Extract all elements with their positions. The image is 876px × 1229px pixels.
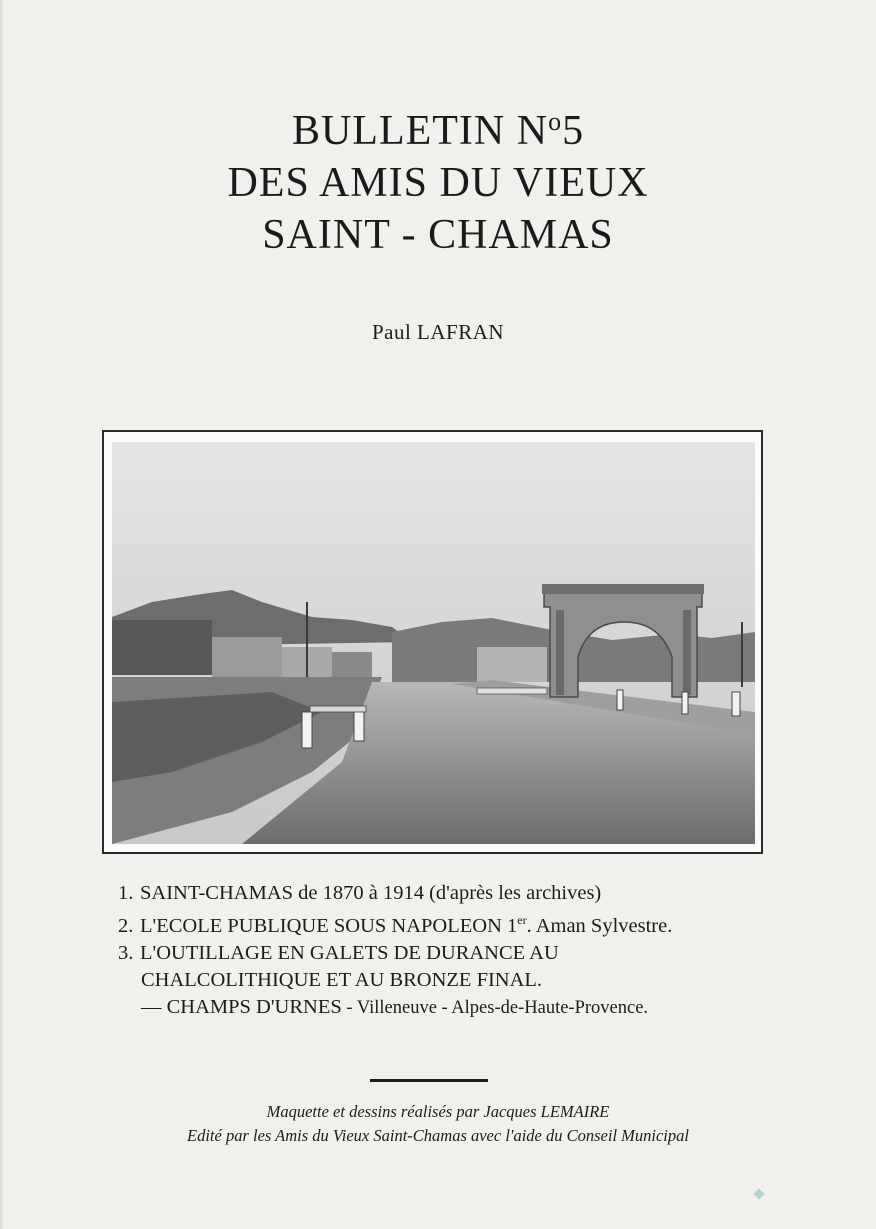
author-name: Paul LAFRAN xyxy=(371,320,505,344)
title-bulletin-text: BULLETIN N xyxy=(291,108,549,154)
paper-speck xyxy=(753,1188,764,1199)
credits-line-1: Maquette et dessins réalisés par Jacques LEMAIRE xyxy=(266,1102,610,1121)
item-3-title-line-2: CHALCOLITHIQUE ET AU BRONZE FINAL. xyxy=(141,969,543,991)
cover-photo-flavian-bridge xyxy=(112,442,755,844)
item-2-superscript: er xyxy=(517,913,527,927)
credits-line-2: Edité par les Amis du Vieux Saint-Chamas avec l'aide du Conseil Municipal xyxy=(187,1126,689,1145)
item-number: 3. xyxy=(118,942,134,964)
item-3-location: - Villeneuve - Alpes-de-Haute-Provence. xyxy=(341,998,649,1018)
cover-photo-frame xyxy=(102,430,763,854)
item-number: 2. xyxy=(118,915,134,937)
contents-item-1 xyxy=(118,880,778,907)
credits xyxy=(0,1100,876,1148)
item-2-author: . Aman Sylvestre. xyxy=(526,915,673,937)
contents-item-3 xyxy=(118,940,778,967)
item-2-title: L'ECOLE PUBLIQUE SOUS NAPOLEON 1 xyxy=(140,915,518,937)
item-3-subtitle-main: — CHAMPS D'URNES xyxy=(141,996,342,1018)
contents-list xyxy=(118,880,778,1022)
title-line-1 xyxy=(0,96,876,157)
title-number: 5 xyxy=(562,108,585,154)
item-1-note: (d'après les archives) xyxy=(423,882,602,904)
title-line-2: DES AMIS DU VIEUX xyxy=(227,160,649,206)
bulletin-title xyxy=(0,96,876,261)
contents-item-2 xyxy=(118,907,778,940)
title-line-3: SAINT - CHAMAS xyxy=(262,212,614,258)
item-3-subtitle xyxy=(118,994,778,1022)
title-number-sup: o xyxy=(548,107,563,136)
divider-rule xyxy=(370,1079,488,1082)
item-1-title: SAINT-CHAMAS de 1870 à 1914 xyxy=(140,882,424,904)
item-number: 1. xyxy=(118,882,134,904)
item-3-title-line-1: L'OUTILLAGE EN GALETS DE DURANCE AU xyxy=(140,942,559,964)
photo-illustration xyxy=(112,442,755,844)
